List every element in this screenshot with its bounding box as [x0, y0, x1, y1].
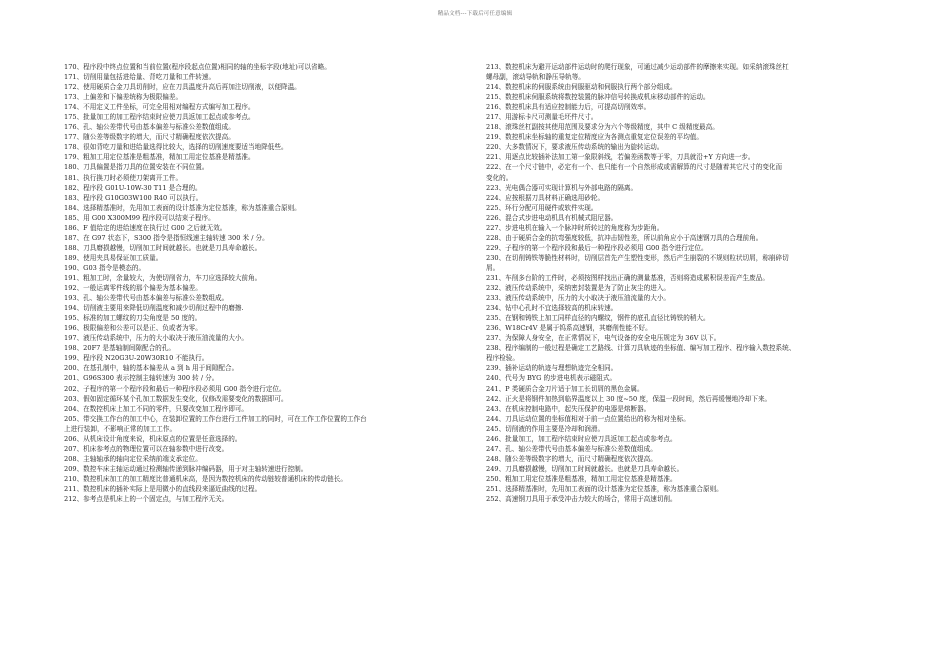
text-line: 230、在切削铸铁等脆性材料时，切削层首先产生塑性变形，然后产生崩裂的不规则粒状切屑，称崩碎切 — [486, 253, 789, 262]
text-line: 螺母副，滚动导轨和静压导轨等。 — [486, 73, 585, 82]
text-line: 200、在基孔制中，轴的基本偏差从 a 到 h 用于间隙配合。 — [64, 364, 239, 373]
text-line: 237、为保障人身安全，在正常情况下，电气设备的安全电压规定为 36V 以下。 — [486, 334, 721, 343]
text-line: 223、光电偶合器可实现计算机与外部电路的隔离。 — [486, 183, 638, 192]
text-line: 173、上偏差和下偏差统称为极限偏差。 — [64, 93, 183, 102]
text-line: 190、G03 指令是模态的。 — [64, 263, 146, 272]
text-line: 215、数控机床伺服系统将数控装置的脉冲信号转换成机床移动部件的运动。 — [486, 93, 710, 102]
text-line: 180、刀具偏置是指刀具的位置安装在不同位置。 — [64, 163, 209, 172]
text-line: 206、从机床设计角度来说，机床原点的位置是任意选择的。 — [64, 434, 242, 443]
text-line: 242、正火是将钢件加热到临界温度以上 30 度~50 度，保温一段时间，然后再缓慢地冷却下来。 — [486, 394, 772, 403]
text-line: 217、用游标卡尺可测量毛坯件尺寸。 — [486, 113, 598, 122]
text-line: 201、G96S300 表示控制主轴转速为 300 转 / 分。 — [64, 374, 219, 383]
text-line: 218、滚珠丝杠副按其使用范围及要求分为六个等级精度，其中 C 级精度最高。 — [486, 123, 719, 132]
text-line: 226、混合式步进电动机具有机械式阻尼器。 — [486, 213, 618, 222]
text-line: 214、数控机床的伺服系统由伺服驱动和伺服执行两个部分组成。 — [486, 83, 677, 92]
left-column — [64, 62, 472, 504]
text-line: 175、批量加工的加工程序结束时应使刀具返加工起点或参考点。 — [64, 113, 255, 122]
text-line: 170、程序段中终点位置和当前位置(程序段起点位置)相同的轴的坐标字段(地址)可以省略。 — [64, 63, 331, 71]
text-line: 249、刀具磨损越慢，切削加工时间就越长。也就是刀具寿命越长。 — [486, 464, 684, 473]
text-line: 238、程序编制的一般过程是确定工艺路线、计算刀具轨迹的坐标值、编写加工程序、程序输入数控系统、 — [486, 344, 796, 353]
text-line: 187、在 G97 状态下，S300 指令是指恒线速主轴转速 300 米 / 分。 — [64, 233, 269, 242]
text-line: 213、数控机床为避开运动部件运动时的爬行现象，可通过减少运动部件的摩擦来实现。如采纳滚珠丝杠 — [486, 63, 789, 71]
text-line: 208、主轴轴承的轴向定位采纳前端支承定位。 — [64, 454, 202, 463]
text-line: 204、在数控机床上加工不同的零件，只要改变加工程序即可。 — [64, 404, 249, 413]
text-line: 202、子程序的第一个程序段和最后一种程序段必须用 G00 指令进行定位。 — [64, 384, 286, 393]
text-line: 185、用 G00 X300M99 程序段可以结束子程序。 — [64, 213, 215, 222]
page-header: 精品文档---下载后可任意编辑 — [437, 11, 513, 17]
text-line: 197、液压传动系统中，压力的大小取决于液压油流量的大小。 — [64, 334, 249, 343]
text-line: 186、F 值给定的进给速度在执行过 G00 之后就无效。 — [64, 223, 227, 232]
text-line: 235、在钢和铸铁上加工同样直径的内螺纹，钢件的底孔直径比铸铁的稍大。 — [486, 314, 710, 323]
text-line: 189、使用夹具易保证加工质量。 — [64, 253, 163, 262]
text-line: 上进行装卸，不影响正常的加工工作。 — [64, 424, 177, 433]
text-line: 177、随公差等级数字的增大，而尺寸精确程度依次提高。 — [64, 133, 235, 142]
text-line: 203、假如固定循环某个孔加工数据发生变化，仅修改需要变化的数据即可。 — [64, 394, 288, 403]
text-line: 225、环行分配可用硬件或软件实现。 — [486, 203, 598, 212]
text-line: 234、钻中心孔时不宜选择较高的机床转速。 — [486, 304, 618, 313]
text-line: 241、P 类硬质合金刀片适于加工长切屑的黑色金属。 — [486, 384, 644, 393]
text-line: 216、数控机床具有适应控制能力后，可提高切削效率。 — [486, 103, 651, 112]
text-line: 176、孔、轴公差带代号由基本偏差与标准公差数值组成。 — [64, 123, 235, 132]
text-line: 244、刀具运动位置的坐标值相对于前一点位置给出的称为相对坐标。 — [486, 414, 690, 423]
text-line: 212、参考点是机床上的一个固定点，与加工程序无关。 — [64, 495, 229, 504]
text-line: 210、数控机床加工的加工精度比普通机床高，是因为数控机床的传动链较普通机床的传动链长。 — [64, 474, 347, 483]
text-line: 246、批量加工，加工程序结束时应使刀具返加工起点或参考点。 — [486, 434, 677, 443]
text-line: 247、孔、轴公差带代号由基本偏差与标准公差数值组成。 — [486, 444, 657, 453]
text-line: 239、插补运动的轨迹与理想轨迹完全相同。 — [486, 364, 618, 373]
text-line: 变化的。 — [486, 173, 513, 182]
text-line: 183、程序段 G10G03W100 R40 可以执行。 — [64, 193, 203, 202]
text-line: 222、在一个尺寸链中，必定有一个、也只能有一个自然形成或需解算的尺寸是随着其它尺寸的变化而 — [486, 163, 783, 172]
text-line: 184、选择精基准时，先用加工表面的设计基准为定位基准，称为基准重合原则。 — [64, 203, 301, 212]
text-line: 224、应按根据刀具材料正确选用砂轮。 — [486, 193, 605, 202]
text-line: 221、用逐点比较插补法加工第一象限斜线，若偏差函数等于零，刀具就沿+Y 方向进一步。 — [486, 153, 755, 162]
text-line: 240、代号为 BYG 的步进电机表示磁阻式。 — [486, 374, 617, 383]
text-line: 209、数控车床主轴运动通过检测轴传递到脉冲编码器，用于对主轴转速进行控制。 — [64, 464, 308, 473]
text-line: 198、20F7 是基轴制间隙配合的孔。 — [64, 344, 175, 353]
text-line: 193、孔、轴公差带代号由基本偏差与标准公差数组成。 — [64, 294, 229, 303]
text-line: 248、随公差等级数字的增大，而尺寸精确程度依次提高。 — [486, 454, 657, 463]
text-line: 232、液压传动系统中，采纳密封装置是为了防止灰尘的进入。 — [486, 284, 671, 293]
text-line: 182、程序段 G01U-10W-30 T11 是合理的。 — [64, 183, 202, 192]
text-line: 245、切削液的作用主要是冷却和润滑。 — [486, 424, 605, 433]
text-line: 252、高速钢刀具用于承受冲击力较大的场合，常用于高速切削。 — [486, 495, 677, 504]
text-line: 243、在机床控制电路中，起失压保护的电器是熔断器。 — [486, 404, 651, 413]
text-line: 220、大多数情况下，要求液压传动系统的输出为旋转运动。 — [486, 143, 664, 152]
text-line: 233、液压传动系统中，压力的大小取决于液压油流量的大小。 — [486, 294, 671, 303]
text-line: 179、粗加工用定位基准是粗基准，精加工用定位基准是精基准。 — [64, 153, 255, 162]
text-line: 211、数控机床的插补实际上是用微小的直线段来逼近曲线的过程。 — [64, 484, 262, 493]
text-line: 192、一般运离零件线的那个偏差为基本偏差。 — [64, 284, 202, 293]
text-line: 231、车削多台阶的工件时，必须按图样找出正确的测量基准，否则将造成累积误差而产生废品。 — [486, 273, 769, 282]
text-line: 236、W18Cr4V 是属于钨系高速钢，其磨削性能不好。 — [486, 324, 652, 333]
text-line: 205、带交换工作台的加工中心，在装卸位置的工作台进行工件加工的同时，可在工作工作位置的工作台 — [64, 414, 367, 423]
text-line: 228、由于硬质合金的抗弯强度较低，抗冲击韧性差，所以前角应小于高速钢刀具的合理前角。 — [486, 233, 763, 242]
text-line: 191、粗加工时，余量较大，为使切削省力，车刀应选择较大前角。 — [64, 273, 262, 282]
text-line: 250、粗加工用定位基准是粗基准，精加工用定位基准是精基准。 — [486, 474, 677, 483]
text-line: 172、使用硬质合金刀具切削时，应在刀具温度升高后再加注切削液，以便降温。 — [64, 83, 301, 92]
text-line: 199、程序段 N20G3U-20W30R10 不能执行。 — [64, 354, 209, 363]
text-line: 屑。 — [486, 263, 500, 272]
text-line: 194、切削液主要用来降低切削温度和减少切削过程中的磨擦. — [64, 304, 244, 313]
text-line: 195、标准的加工螺纹的刀尖角度是 50 度的。 — [64, 314, 202, 323]
text-line: 251、选择精基准时，先用加工表面的设计基准为定位基准，称为基准重合原则。 — [486, 484, 723, 493]
text-line: 227、步进电机在输入一个脉冲时所转过的角度称为步距角。 — [486, 223, 664, 232]
text-line: 174、不用定义工件坐标，可完全用相对编程方式编写加工程序。 — [64, 103, 255, 112]
right-column — [486, 62, 894, 504]
text-line: 196、极限偏差和公差可以是正、负或者为零。 — [64, 324, 202, 333]
text-line: 181、执行换刀时必须使刀架离开工件。 — [64, 173, 183, 182]
text-line: 178、很如背吃刀量和进给量选得比较大，选择的切削速度要适当地降低些。 — [64, 143, 288, 152]
text-line: 229、子程序的第一个程序段和最后一种程序段必须用 G00 指令进行定位。 — [486, 243, 708, 252]
text-line: 171、切削用量包括进给量、背吃刀量和工件转速。 — [64, 73, 216, 82]
text-line: 程序检验。 — [486, 354, 519, 363]
text-line: 207、机床参考点的物理位置可以在轴参数中进行改变。 — [64, 444, 229, 453]
text-line: 188、刀具磨损越慢，切削加工时间就越长。也就是刀具寿命越长。 — [64, 243, 262, 252]
text-line: 219、数控机床坐标轴的重复定位精度应为各测点重复定位误差的平均值。 — [486, 133, 703, 142]
